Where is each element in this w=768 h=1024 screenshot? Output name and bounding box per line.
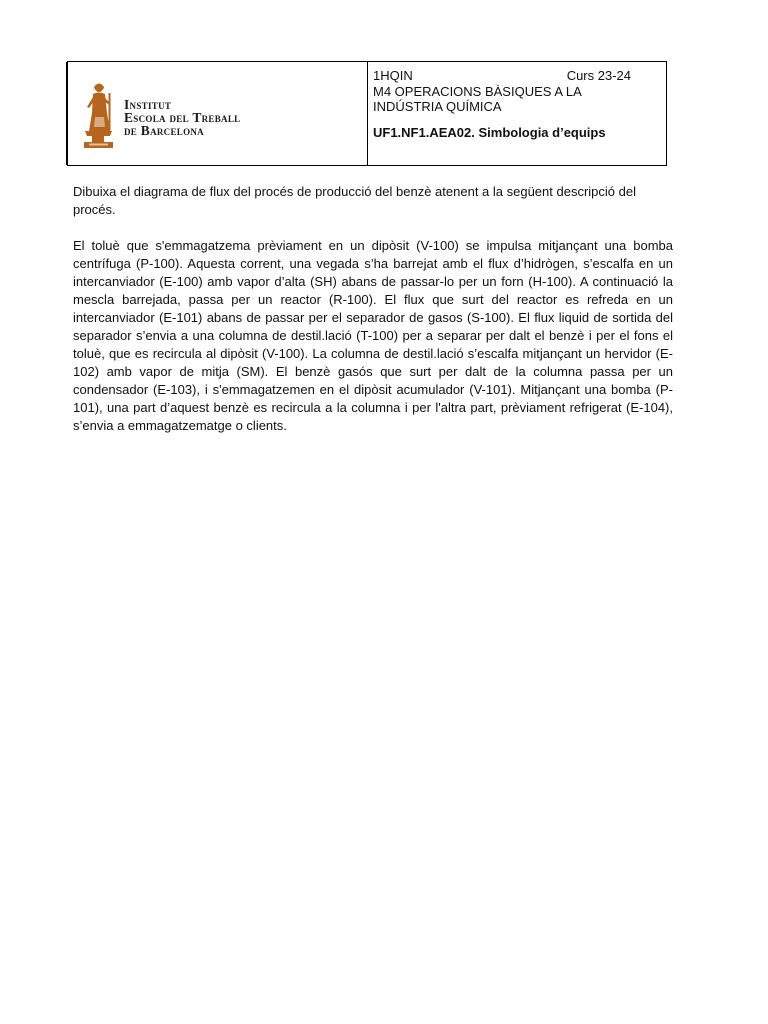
module-title: M4 OPERACIONS BÀSIQUES A LA INDÚSTRIA QUÍMICA: [373, 83, 582, 114]
course-code: 1HQIN: [373, 68, 413, 83]
document-body: [73, 183, 673, 435]
institute-emblem-icon: [80, 79, 116, 151]
logo-cell: [68, 62, 368, 165]
process-description-paragraph: El toluè que s'emmagatzema prèviament en un dipòsit (V-100) se impulsa mitjançant una bomba centrífuga (P-100). Aquesta corrent, una vegada s’ha barrejat amb el flux d’hidrògen, s’escalfa en un intercanviador (E-100) amb vapor d’alta (SH) abans de passar-lo per un forn (H-100). A continuació la mescla barrejada, passa per un reactor (R-100). El flux que surt del reactor es refreda en un intercanviador (E-101) abans de passar per el separador de gasos (S-100). El flux liquid de sortida del separador s’envia a una columna de destil.lació (T-100) per a separar per dalt el benzè i per el fons el toluè, que es recircula al dipòsit (V-100). La columna de destil.lació s’escalfa mitjançant un hervidor (E-102) amb vapor de mitja (SM). El benzè gasós que surt per dalt de la columna passa per un condensador (E-103), i s'emmagatzemen en el dipòsit acumulador (V-101). Mitjançant una bomba (P-101), una part d’aquest benzè es recircula a la columna i per l'altra part, prèviament refrigerat (E-104), s’envia a emmagatzematge o clients.: [73, 238, 673, 433]
course-info-cell: [368, 62, 666, 165]
document-header: [67, 61, 667, 166]
institute-name-line3: de Barcelona: [124, 123, 204, 138]
institute-name-line1: Institut: [124, 97, 172, 112]
course-year: Curs 23-24: [566, 68, 631, 83]
institute-name: [124, 98, 240, 137]
course-info-row: [373, 68, 631, 84]
intro-paragraph: Dibuixa el diagrama de flux del procés de producció del benzè atenent a la següent descripció del procés.: [73, 184, 636, 217]
institute-name-line2: Escola del Treball: [124, 110, 241, 125]
activity-title: UF1.NF1.AEA02. Simbologia d’equips: [373, 124, 606, 140]
